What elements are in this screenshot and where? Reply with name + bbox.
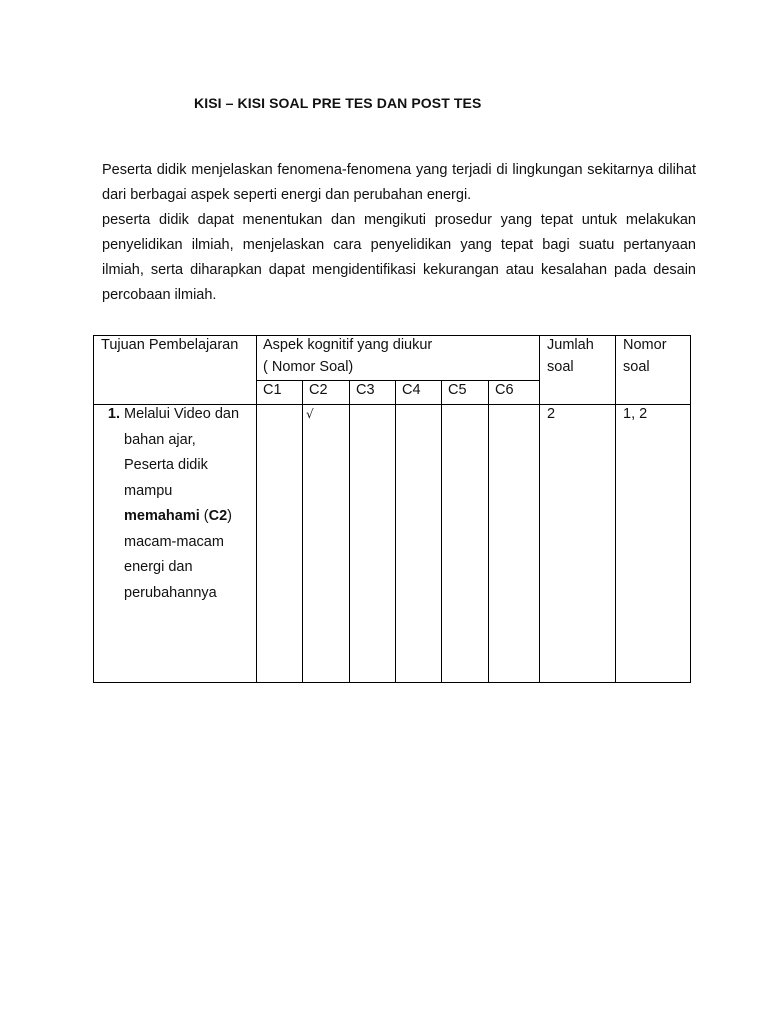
header-aspek-subtitle: ( Nomor Soal) xyxy=(263,359,354,375)
nomor-soal-value: 1, 2 xyxy=(616,405,691,683)
mark-c5 xyxy=(442,405,489,683)
header-nomor xyxy=(616,336,691,405)
objective-line-2: bahan ajar, xyxy=(124,431,196,448)
header-aspek xyxy=(257,336,540,381)
objective-cell xyxy=(94,405,257,683)
objective-paren-close: ) xyxy=(227,508,233,524)
header-aspek-title: Aspek kognitif yang diukur xyxy=(263,337,433,353)
level-header-c6: C6 xyxy=(489,381,540,405)
objective-paren-open: ( xyxy=(199,508,209,524)
level-header-c2: C2 xyxy=(303,381,350,405)
mark-c4 xyxy=(396,405,442,683)
objective-line-3: Peserta didik xyxy=(124,457,208,473)
kisi-table xyxy=(93,335,691,683)
header-jumlah-line2: soal xyxy=(547,359,574,375)
mark-c3 xyxy=(350,405,396,683)
header-tujuan: Tujuan Pembelajaran xyxy=(94,336,257,405)
header-nomor-line2: soal xyxy=(623,359,650,375)
list-item xyxy=(94,402,252,606)
level-header-c5: C5 xyxy=(442,381,489,405)
table-row xyxy=(94,405,691,683)
level-header-c4: C4 xyxy=(396,381,442,405)
paragraph-phenomena: Peserta didik menjelaskan fenomena-fenomena yang terjadi di lingkungan sekitarnya dilihat dari berbagai aspek seperti energi dan perubahan energi. xyxy=(102,162,696,203)
objective-line-1: Melalui Video dan xyxy=(124,406,240,422)
table-header-row xyxy=(94,336,691,381)
header-jumlah xyxy=(540,336,616,405)
objective-verb: memahami xyxy=(124,508,200,524)
objective-line-4: mampu xyxy=(124,482,173,499)
objective-line-7: energi dan xyxy=(124,559,193,575)
header-jumlah-line1: Jumlah xyxy=(547,337,594,353)
objective-line-8: perubahannya xyxy=(124,584,217,601)
level-header-c3: C3 xyxy=(350,381,396,405)
level-header-c1: C1 xyxy=(257,381,303,405)
objective-list xyxy=(94,402,252,606)
mark-c1 xyxy=(257,405,303,683)
document-title: KISI – KISI SOAL PRE TES DAN POST TES xyxy=(194,95,482,111)
paragraph-investigation: peserta didik dapat menentukan dan mengikuti prosedur yang tepat untuk melakukan penyelidikan ilmiah, menjelaskan cara penyelidikan yang tepat bagi suatu pertanyaan ilmiah, serta diharapkan dapat mengidentifikasi kekurangan atau kesalahan pada desain percobaan ilmiah. xyxy=(102,212,696,303)
jumlah-soal-value: 2 xyxy=(540,405,616,683)
objective-level-code: C2 xyxy=(208,508,228,524)
mark-c2: √ xyxy=(303,405,350,683)
objective-line-6: macam-macam xyxy=(124,533,224,550)
objective-number: 1. xyxy=(107,406,120,422)
mark-c6 xyxy=(489,405,540,683)
header-nomor-line1: Nomor xyxy=(623,337,667,353)
objective-text xyxy=(124,402,252,606)
